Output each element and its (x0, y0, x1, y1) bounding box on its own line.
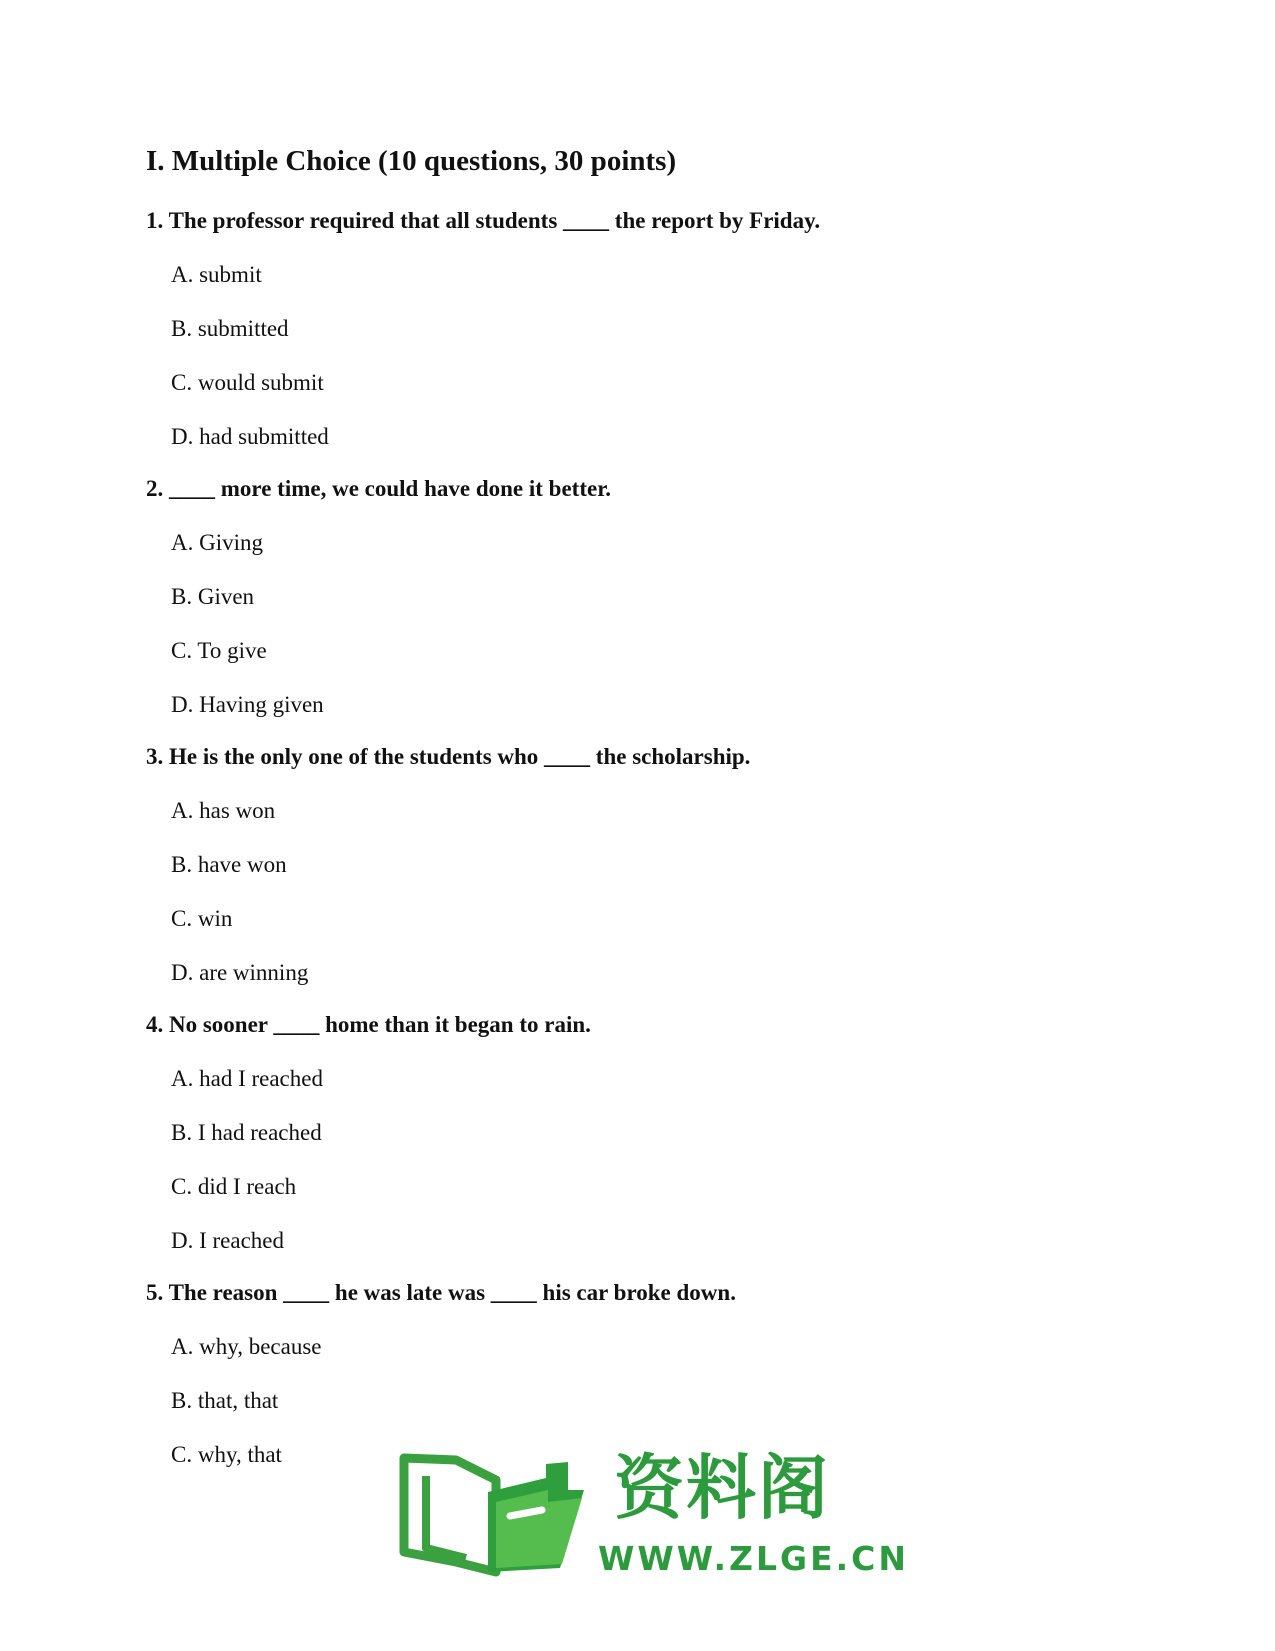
option-b: B. I had reached (171, 1120, 322, 1145)
question-stem: 1. The professor required that all students ____ the report by Friday. (146, 208, 821, 233)
question-1 (146, 206, 1186, 452)
question-stem: 4. No sooner ____ home than it began to rain. (146, 1012, 591, 1037)
watermark-brand-text: 资料阁 (614, 1447, 830, 1529)
option-b: B. submitted (171, 316, 289, 341)
option-a: A. submit (171, 262, 262, 287)
question-3 (146, 742, 1186, 988)
option-d: D. are winning (171, 960, 309, 985)
option-c: C. did I reach (171, 1174, 297, 1199)
option-c: C. why, that (171, 1442, 282, 1467)
option-a: A. why, because (171, 1334, 322, 1359)
question-stem: 2. ____ more time, we could have done it better. (146, 476, 612, 501)
question-4 (146, 1010, 1186, 1256)
option-a: A. had I reached (171, 1066, 323, 1091)
option-a: A. has won (171, 798, 276, 823)
option-b: B. that, that (171, 1388, 279, 1413)
option-c: C. To give (171, 638, 267, 663)
option-d: D. had submitted (171, 424, 329, 449)
option-a: A. Giving (171, 530, 263, 555)
question-stem: 3. He is the only one of the students who ____ the scholarship. (146, 744, 751, 769)
option-d: D. Having given (171, 692, 324, 717)
option-b: B. have won (171, 852, 287, 877)
question-stem: 5. The reason ____ he was late was ____ his car broke down. (146, 1280, 736, 1305)
option-c: C. win (171, 906, 233, 931)
option-c: C. would submit (171, 370, 324, 395)
section-title: I. Multiple Choice (10 questions, 30 points) (146, 145, 677, 177)
watermark (396, 1440, 910, 1580)
watermark-url: WWW.ZLGE.CN (598, 1539, 910, 1578)
option-d: D. I reached (171, 1228, 285, 1253)
option-b: B. Given (171, 584, 255, 609)
open-book-logo-icon (396, 1440, 596, 1580)
question-2 (146, 474, 1186, 720)
